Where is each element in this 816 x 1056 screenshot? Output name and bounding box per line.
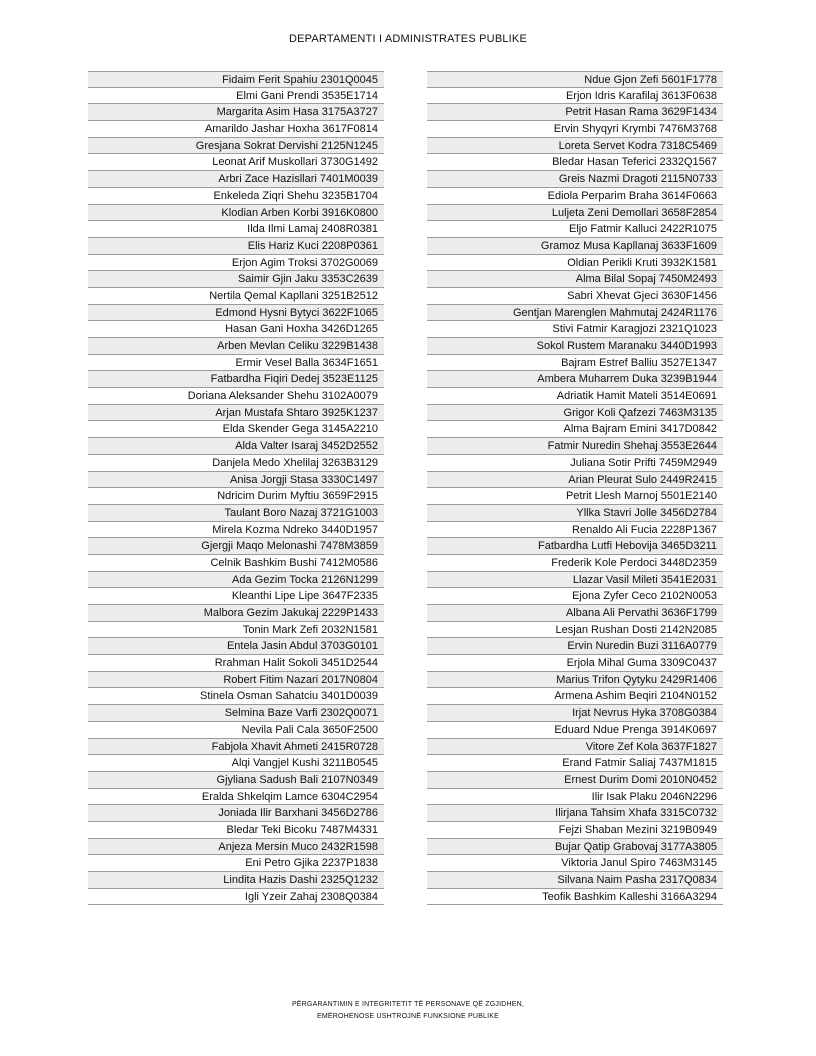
- list-row: Amarildo Jashar Hoxha 3617F0814: [88, 121, 384, 138]
- list-row: Fatbardha Fiqiri Dedej 3523E1125: [88, 371, 384, 388]
- list-row: Ndricim Durim Myftiu 3659F2915: [88, 488, 384, 505]
- list-row: Anisa Jorgji Stasa 3330C1497: [88, 472, 384, 489]
- list-row: Stinela Osman Sahatciu 3401D0039: [88, 688, 384, 705]
- list-row: Ervin Shyqyri Krymbi 7476M3768: [427, 121, 723, 138]
- list-row: Erjon Idris Karafilaj 3613F0638: [427, 88, 723, 105]
- list-row: Bajram Estref Balliu 3527E1347: [427, 355, 723, 372]
- list-row: Elis Hariz Kuci 2208P0361: [88, 238, 384, 255]
- list-row: Albana Ali Pervathi 3636F1799: [427, 605, 723, 622]
- list-row: Danjela Medo Xhelilaj 3263B3129: [88, 455, 384, 472]
- page-title: DEPARTAMENTI I ADMINISTRATES PUBLIKE: [288, 33, 528, 45]
- list-row: Stivi Fatmir Karagjozi 2321Q1023: [427, 321, 723, 338]
- list-row: Luljeta Zeni Demollari 3658F2854: [427, 205, 723, 222]
- list-row: Eduard Ndue Prenga 3914K0697: [427, 722, 723, 739]
- list-row: Gramoz Musa Kapllanaj 3633F1609: [427, 238, 723, 255]
- list-row: Gentjan Marenglen Mahmutaj 2424R1176: [427, 305, 723, 322]
- list-row: Bledar Hasan Teferici 2332Q1567: [427, 154, 723, 171]
- list-row: Vitore Zef Kola 3637F1827: [427, 739, 723, 756]
- list-row: Lesjan Rushan Dosti 2142N2085: [427, 622, 723, 639]
- list-row: Erjola Mihal Guma 3309C0437: [427, 655, 723, 672]
- list-row: Gjergji Maqo Melonashi 7478M3859: [88, 538, 384, 555]
- list-row: Petrit Hasan Rama 3629F1434: [427, 104, 723, 121]
- left-name-list: [88, 71, 384, 905]
- page-footer: [0, 999, 816, 1023]
- list-row: Bujar Qatip Grabovaj 3177A3805: [427, 839, 723, 856]
- list-row: Margarita Asim Hasa 3175A3727: [88, 104, 384, 121]
- list-row: Gjyliana Sadush Bali 2107N0349: [88, 772, 384, 789]
- list-row: Ada Gezim Tocka 2126N1299: [88, 572, 384, 589]
- list-row: Silvana Naim Pasha 2317Q0834: [427, 872, 723, 889]
- list-row: Armena Ashim Beqiri 2104N0152: [427, 688, 723, 705]
- list-row: Grigor Koli Qafzezi 7463M3135: [427, 405, 723, 422]
- list-row: Eni Petro Gjika 2237P1838: [88, 855, 384, 872]
- list-row: Nevila Pali Cala 3650F2500: [88, 722, 384, 739]
- list-row: Erand Fatmir Saliaj 7437M1815: [427, 755, 723, 772]
- list-row: Marius Trifon Qytyku 2429R1406: [427, 672, 723, 689]
- list-row: Fidaim Ferit Spahiu 2301Q0045: [88, 71, 384, 88]
- footer-line-2: EMËROHENOSE USHTROJNË FUNKSIONE PUBLIKE: [316, 1013, 500, 1020]
- list-row: Arben Mevlan Celiku 3229B1438: [88, 338, 384, 355]
- list-row: Nertila Qemal Kapllani 3251B2512: [88, 288, 384, 305]
- list-row: Irjat Nevrus Hyka 3708G0384: [427, 705, 723, 722]
- list-row: Yllka Stavri Jolle 3456D2784: [427, 505, 723, 522]
- list-row: Arjan Mustafa Shtaro 3925K1237: [88, 405, 384, 422]
- list-row: Ejona Zyfer Ceco 2102N0053: [427, 588, 723, 605]
- list-row: Teofik Bashkim Kalleshi 3166A3294: [427, 889, 723, 906]
- list-row: Alma Bajram Emini 3417D0842: [427, 421, 723, 438]
- list-row: Malbora Gezim Jakukaj 2229P1433: [88, 605, 384, 622]
- list-row: Ndue Gjon Zefi 5601F1778: [427, 71, 723, 88]
- list-row: Taulant Boro Nazaj 3721G1003: [88, 505, 384, 522]
- list-row: Hasan Gani Hoxha 3426D1265: [88, 321, 384, 338]
- list-row: Saimir Gjin Jaku 3353C2639: [88, 271, 384, 288]
- list-row: Ilda Ilmi Lamaj 2408R0381: [88, 221, 384, 238]
- list-row: Ambera Muharrem Duka 3239B1944: [427, 371, 723, 388]
- list-row: Joniada Ilir Barxhani 3456D2786: [88, 805, 384, 822]
- list-row: Renaldo Ali Fucia 2228P1367: [427, 522, 723, 539]
- list-row: Doriana Aleksander Shehu 3102A0079: [88, 388, 384, 405]
- list-row: Igli Yzeir Zahaj 2308Q0384: [88, 889, 384, 906]
- list-row: Edmond Hysni Bytyci 3622F1065: [88, 305, 384, 322]
- list-row: Tonin Mark Zefi 2032N1581: [88, 622, 384, 639]
- list-row: Entela Jasin Abdul 3703G0101: [88, 638, 384, 655]
- list-row: Frederik Kole Perdoci 3448D2359: [427, 555, 723, 572]
- list-row: Fabjola Xhavit Ahmeti 2415R0728: [88, 739, 384, 756]
- list-row: Ervin Nuredin Buzi 3116A0779: [427, 638, 723, 655]
- list-row: Celnik Bashkim Bushi 7412M0586: [88, 555, 384, 572]
- list-row: Alma Bilal Sopaj 7450M2493: [427, 271, 723, 288]
- list-row: Ediola Perparim Braha 3614F0663: [427, 188, 723, 205]
- list-row: Llazar Vasil Mileti 3541E2031: [427, 572, 723, 589]
- list-row: Mirela Kozma Ndreko 3440D1957: [88, 522, 384, 539]
- list-row: Arbri Zace Hazisllari 7401M0039: [88, 171, 384, 188]
- list-row: Eralda Shkelqim Lamce 6304C2954: [88, 789, 384, 806]
- list-row: Arian Pleurat Sulo 2449R2415: [427, 472, 723, 489]
- list-row: Selmina Baze Varfi 2302Q0071: [88, 705, 384, 722]
- list-row: Petrit Llesh Marnoj 5501E2140: [427, 488, 723, 505]
- list-row: Ilirjana Tahsim Xhafa 3315C0732: [427, 805, 723, 822]
- list-row: Viktoria Janul Spiro 7463M3145: [427, 855, 723, 872]
- footer-line-1: PËRGARANTIMIN E INTEGRITETIT TË PERSONAVE QË ZGJIDHEN,: [291, 1001, 525, 1008]
- list-row: Alqi Vangjel Kushi 3211B0545: [88, 755, 384, 772]
- list-row: Rrahman Halit Sokoli 3451D2544: [88, 655, 384, 672]
- list-row: Ermir Vesel Balla 3634F1651: [88, 355, 384, 372]
- list-row: Erjon Agim Troksi 3702G0069: [88, 255, 384, 272]
- list-row: Elda Skender Gega 3145A2210: [88, 421, 384, 438]
- list-row: Fatmir Nuredin Shehaj 3553E2644: [427, 438, 723, 455]
- list-row: Fejzi Shaban Mezini 3219B0949: [427, 822, 723, 839]
- list-row: Klodian Arben Korbi 3916K0800: [88, 205, 384, 222]
- list-row: Alda Valter Isaraj 3452D2552: [88, 438, 384, 455]
- list-row: Lindita Hazis Dashi 2325Q1232: [88, 872, 384, 889]
- list-row: Fatbardha Lutfi Hebovija 3465D3211: [427, 538, 723, 555]
- list-row: Gresjana Sokrat Dervishi 2125N1245: [88, 138, 384, 155]
- list-row: Oldian Perikli Kruti 3932K1581: [427, 255, 723, 272]
- list-row: Loreta Servet Kodra 7318C5469: [427, 138, 723, 155]
- list-row: Bledar Teki Bicoku 7487M4331: [88, 822, 384, 839]
- list-row: Adriatik Hamit Mateli 3514E0691: [427, 388, 723, 405]
- list-row: Sabri Xhevat Gjeci 3630F1456: [427, 288, 723, 305]
- list-row: Greis Nazmi Dragoti 2115N0733: [427, 171, 723, 188]
- list-row: Ernest Durim Domi 2010N0452: [427, 772, 723, 789]
- list-row: Anjeza Mersin Muco 2432R1598: [88, 839, 384, 856]
- list-row: Elmi Gani Prendi 3535E1714: [88, 88, 384, 105]
- list-row: Eljo Fatmir Kalluci 2422R1075: [427, 221, 723, 238]
- list-row: Leonat Arif Muskollari 3730G1492: [88, 154, 384, 171]
- list-row: Juliana Sotir Prifti 7459M2949: [427, 455, 723, 472]
- list-row: Kleanthi Lipe Lipe 3647F2335: [88, 588, 384, 605]
- list-row: Ilir Isak Plaku 2046N2296: [427, 789, 723, 806]
- list-row: Enkeleda Ziqri Shehu 3235B1704: [88, 188, 384, 205]
- right-name-list: [427, 71, 723, 905]
- list-row: Sokol Rustem Maranaku 3440D1993: [427, 338, 723, 355]
- list-row: Robert Fitim Nazari 2017N0804: [88, 672, 384, 689]
